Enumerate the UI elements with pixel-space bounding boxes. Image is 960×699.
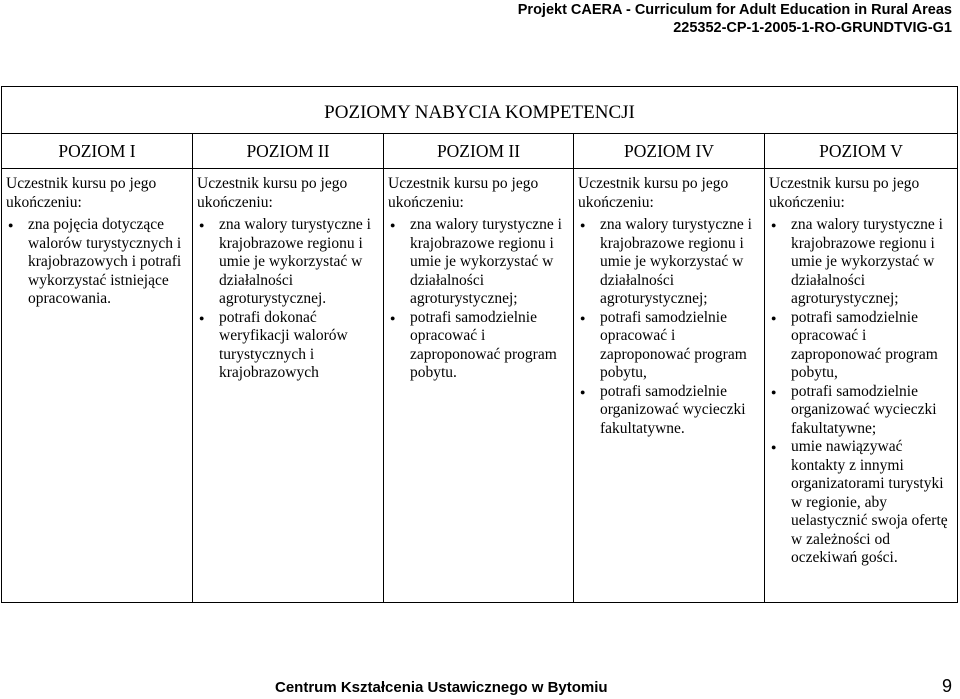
level-header: POZIOM IV bbox=[574, 134, 765, 169]
level-header: POZIOM II bbox=[384, 134, 574, 169]
list-item: ● potrafi dokonać weryfikacji walorów turystycznych i krajobrazowych bbox=[197, 309, 378, 383]
content-row bbox=[2, 169, 958, 603]
list-item: ● zna walory turystyczne i krajobrazowe regionu i umie je wykorzystać w działalności agroturystycznej; bbox=[578, 216, 759, 309]
competency-table bbox=[1, 86, 958, 603]
level-header: POZIOM I bbox=[2, 134, 193, 169]
level-4-cell bbox=[574, 169, 765, 603]
page-number: 9 bbox=[941, 676, 952, 696]
list-item: ● zna walory turystyczne i krajobrazowe regionu i umie je wykorzystać w działalności agroturystycznej; bbox=[388, 216, 568, 309]
list-item: ● potrafi samodzielnie opracować i zaproponować program pobytu. bbox=[388, 309, 568, 383]
level-2-cell bbox=[193, 169, 384, 603]
levels-row bbox=[2, 134, 958, 169]
competency-list bbox=[6, 216, 187, 309]
level-header: POZIOM V bbox=[765, 134, 958, 169]
page-header bbox=[518, 1, 952, 37]
list-item: ● zna walory turystyczne i krajobrazowe regionu i umie je wykorzystać w działalności agroturystycznej. bbox=[197, 216, 378, 309]
list-item: ● potrafi samodzielnie opracować i zaproponować program pobytu, bbox=[578, 309, 759, 383]
level-header: POZIOM II bbox=[193, 134, 384, 169]
cell-intro: Uczestnik kursu po jego ukończeniu: bbox=[769, 175, 920, 211]
cell-intro: Uczestnik kursu po jego ukończeniu: bbox=[6, 175, 157, 211]
list-item: ● potrafi samodzielnie opracować i zaproponować program pobytu, bbox=[769, 309, 952, 383]
competency-list bbox=[197, 216, 378, 383]
level-1-cell bbox=[2, 169, 193, 603]
footer-institution: Centrum Kształcenia Ustawicznego w Bytomiu bbox=[275, 679, 608, 696]
project-title: Projekt CAERA - Curriculum for Adult Education in Rural Areas bbox=[517, 2, 952, 18]
list-item: ● zna pojęcia dotyczące walorów turystycznych i krajobrazowych i potrafi wykorzystać istniejące opracowania. bbox=[6, 216, 187, 309]
competency-list bbox=[769, 216, 952, 568]
cell-intro: Uczestnik kursu po jego ukończeniu: bbox=[197, 175, 348, 211]
list-item: ● potrafi samodzielnie organizować wycieczki fakultatywne; bbox=[769, 383, 952, 439]
cell-intro: Uczestnik kursu po jego ukończeniu: bbox=[578, 175, 729, 211]
project-code: 225352-CP-1-2005-1-RO-GRUNDTVIG-G1 bbox=[673, 20, 952, 36]
list-item: ● zna walory turystyczne i krajobrazowe regionu i umie je wykorzystać w działalności agroturystycznej; bbox=[769, 216, 952, 309]
level-3-cell bbox=[384, 169, 574, 603]
competency-list bbox=[578, 216, 759, 438]
list-item: ● potrafi samodzielnie organizować wycieczki fakultatywne. bbox=[578, 383, 759, 439]
table-title: POZIOMY NABYCIA KOMPETENCJI bbox=[2, 87, 958, 134]
list-item: ● umie nawiązywać kontakty z innymi organizatorami turystyki w regionie, aby uelastycznić swoja ofertę w zależności od oczekiwań gości. bbox=[769, 438, 952, 568]
cell-intro: Uczestnik kursu po jego ukończeniu: bbox=[388, 175, 539, 211]
competency-list bbox=[388, 216, 568, 383]
level-5-cell bbox=[765, 169, 958, 603]
